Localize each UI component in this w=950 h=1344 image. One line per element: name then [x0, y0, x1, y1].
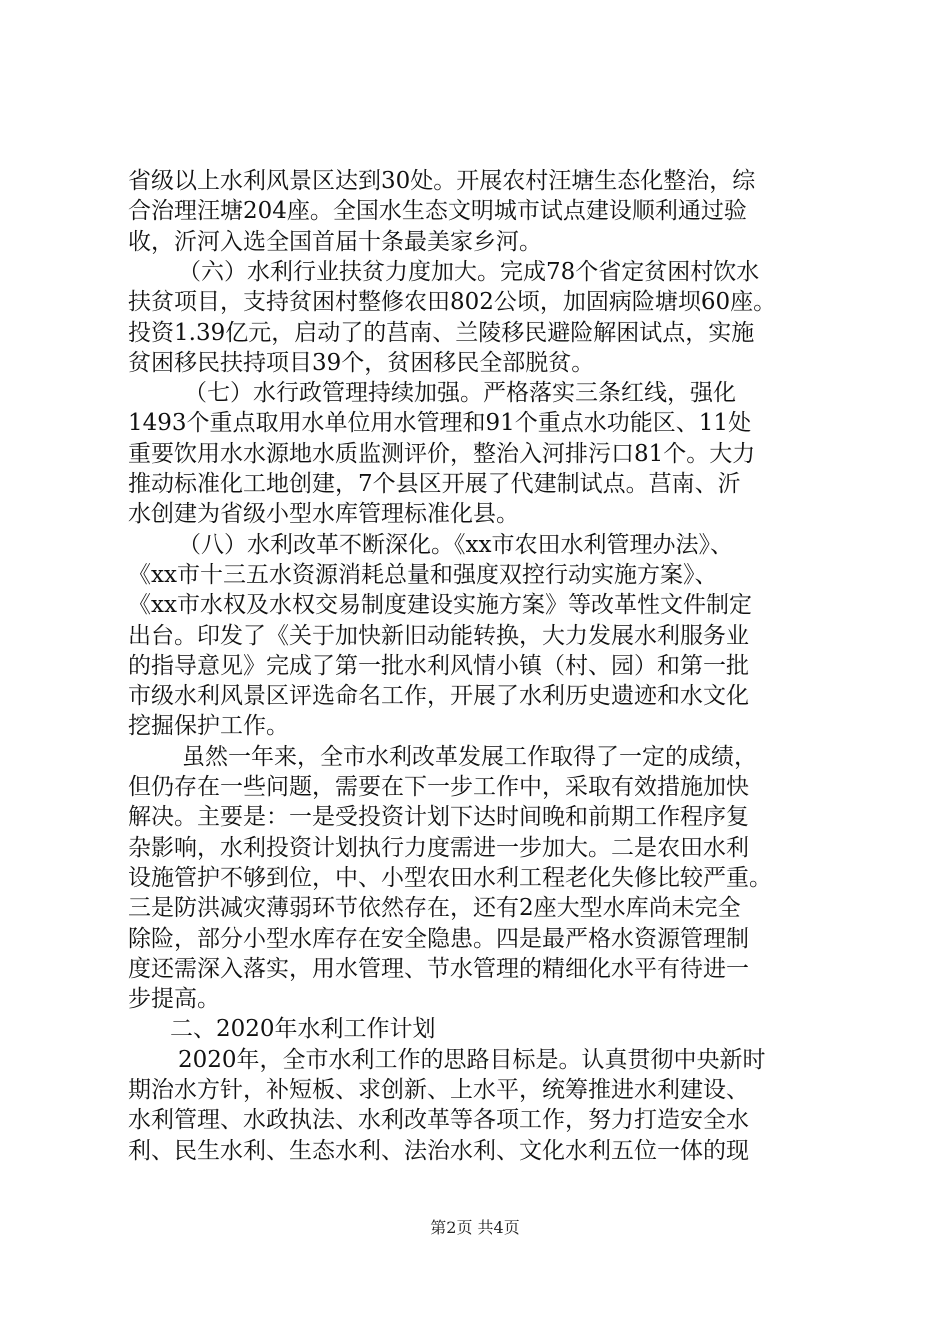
- text-line: 扶贫项目，支持贫困村整修农田802公顷，加固病险塘坝60座。: [128, 289, 777, 316]
- text-line: 水创建为省级小型水库管理标准化县。: [128, 501, 519, 528]
- text-line: 投资1.39亿元，启动了的莒南、兰陵移民避险解困试点，实施: [128, 319, 755, 346]
- text-line: 利、民生水利、生态水利、法治水利、文化水利五位一体的现: [128, 1137, 749, 1164]
- text-line: 收，沂河入选全国首届十条最美家乡河。: [128, 228, 542, 255]
- page-footer: 第2页 共4页: [430, 1218, 520, 1237]
- text-line: 省级以上水利风景区达到30处。开展农村汪塘生态化整治，综: [128, 168, 756, 194]
- text-line: （八）水利改革不断深化。《xx市农田水利管理办法》、: [178, 531, 733, 558]
- text-line: 推动标准化工地创建，7个县区开展了代建制试点。莒南、沂: [128, 471, 741, 497]
- text-line: 出台。印发了《关于加快新旧动能转换，大力发展水利服务业: [128, 622, 749, 649]
- text-line: 《xx市水权及水权交易制度建设实施方案》等改革性文件制定: [128, 592, 752, 619]
- text-line: 重要饮用水水源地水质监测评价，整治入河排污口81个。大力: [128, 440, 756, 467]
- text-line: 度还需深入落实，用水管理、节水管理的精细化水平有待进一: [128, 955, 749, 982]
- text-line: 二、2020年水利工作计划: [170, 1016, 436, 1043]
- text-line: 2020年，全市水利工作的思路目标是。认真贯彻中央新时: [178, 1046, 766, 1073]
- text-line: 期治水方针，补短板、求创新、上水平，统筹推进水利建设、: [128, 1077, 749, 1103]
- text-line: 杂影响，水利投资计划执行力度需进一步加大。二是农田水利: [128, 834, 749, 861]
- text-line: 贫困移民扶持项目39个，贫困移民全部脱贫。: [128, 349, 595, 376]
- text-line: 的指导意见》完成了第一批水利风情小镇（村、园）和第一批: [128, 652, 749, 679]
- text-line: 三是防洪减灾薄弱环节依然存在，还有2座大型水库尚未完全: [128, 895, 741, 922]
- text-line: （七）水行政管理持续加强。严格落实三条红线，强化: [184, 380, 736, 407]
- text-line: 除险，部分小型水库存在安全隐患。四是最严格水资源管理制: [128, 925, 749, 952]
- text-line: 《xx市十三五水资源消耗总量和强度双控行动实施方案》、: [128, 561, 718, 588]
- text-line: 市级水利风景区评选命名工作，开展了水利历史遗迹和水文化: [128, 683, 749, 710]
- text-line: 解决。主要是：一是受投资计划下达时间晚和前期工作程序复: [128, 804, 749, 831]
- text-line: 虽然一年来，全市水利改革发展工作取得了一定的成绩，: [182, 743, 757, 770]
- text-line: 但仍存在一些问题，需要在下一步工作中，采取有效措施加快: [128, 774, 749, 800]
- text-line: 步提高。: [128, 986, 220, 1013]
- text-line: 合治理汪塘204座。全国水生态文明城市试点建设顺利通过验: [128, 198, 747, 225]
- text-line: 1493个重点取用水单位用水管理和91个重点水功能区、11处: [128, 410, 752, 437]
- text-line: （六）水利行业扶贫力度加大。完成78个省定贫困村饮水: [178, 258, 760, 285]
- text-line: 水利管理、水政执法、水利改革等各项工作，努力打造安全水: [128, 1107, 749, 1134]
- text-line: 挖掘保护工作。: [128, 713, 289, 740]
- text-line: 设施管护不够到位，中、小型农田水利工程老化失修比较严重。: [128, 864, 772, 891]
